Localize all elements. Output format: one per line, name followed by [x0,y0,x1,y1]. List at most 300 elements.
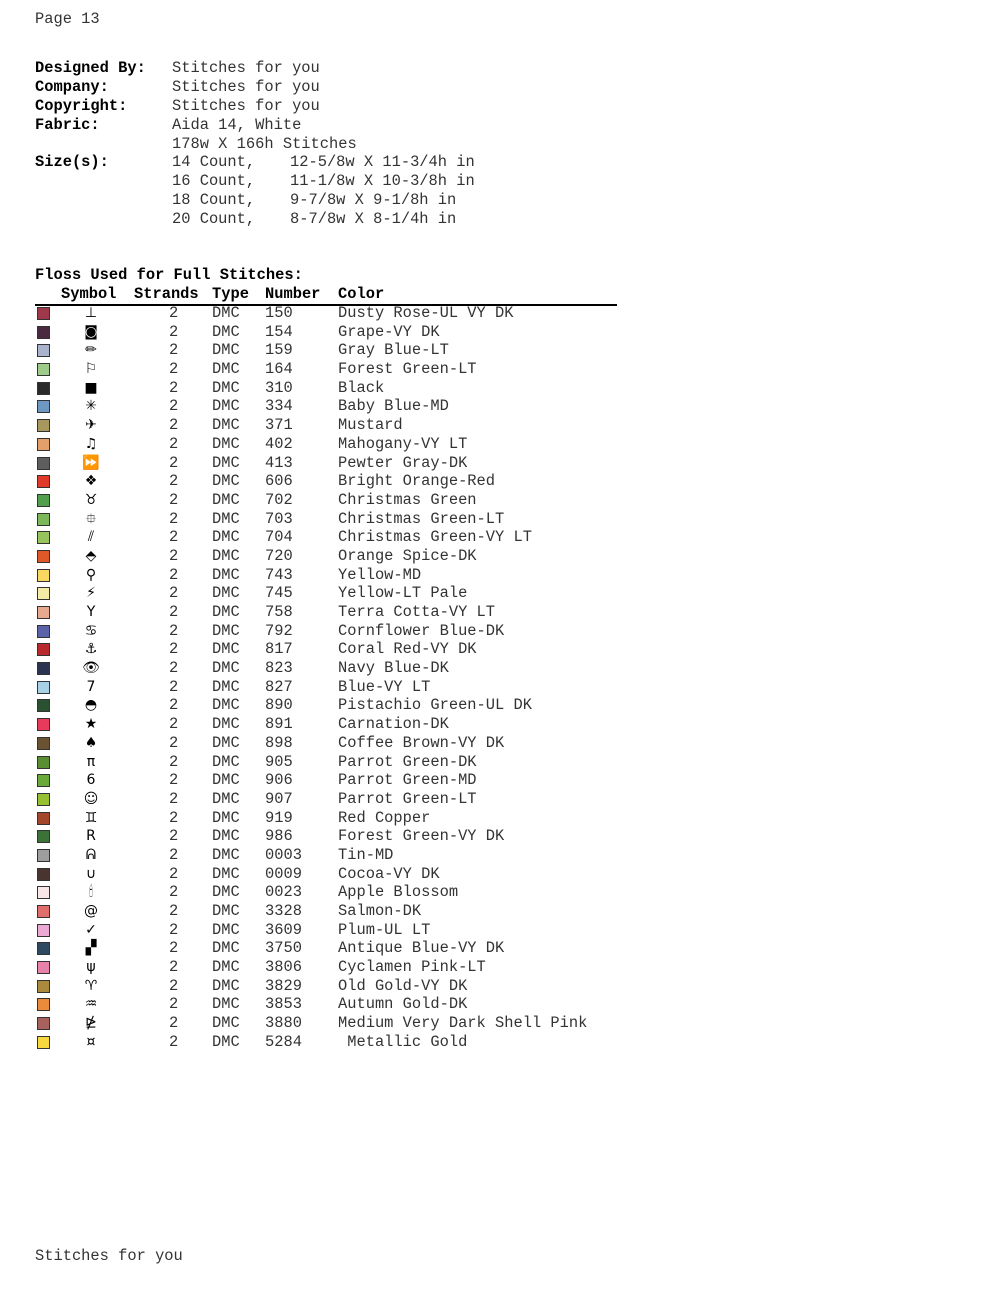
type-cell: DMC [212,789,240,808]
color-swatch [37,868,50,881]
type-cell: DMC [212,733,240,752]
strands-cell: 2 [169,696,179,715]
table-row [35,922,635,941]
number-cell: 164 [265,360,293,379]
color-swatch [37,849,50,862]
stitch-symbol-icon: 🕯 [89,884,93,901]
color-swatch [37,606,50,619]
table-row [35,455,635,474]
type-cell: DMC [212,864,240,883]
color-name-cell: Pistachio Green-UL DK [338,696,532,715]
strands-cell: 2 [169,640,179,659]
stitch-symbol-icon: 7 [86,678,96,695]
color-name-cell: Christmas Green-LT [338,509,505,528]
size-count: 20 Count, [172,210,256,228]
stitch-symbol-icon: ⏩ [82,454,100,471]
copyright-label: Copyright: [35,97,128,115]
stitch-count: 178w X 166h Stitches [172,135,357,153]
type-cell: DMC [212,827,240,846]
type-cell: DMC [212,416,240,435]
table-row [35,342,635,361]
number-cell: 3853 [265,995,302,1014]
strands-cell: 2 [169,490,179,509]
color-swatch [37,793,50,806]
color-name-cell: Black [338,378,385,397]
table-row [35,754,635,773]
number-cell: 891 [265,715,293,734]
color-name-cell: Mustard [338,416,403,435]
color-swatch [37,756,50,769]
size-row [172,153,622,172]
table-row [35,772,635,791]
header-number: Number [265,285,321,303]
color-name-cell: Cornflower Blue-DK [338,621,505,640]
color-swatch [37,569,50,582]
number-cell: 0023 [265,883,302,902]
color-swatch [37,625,50,638]
strands-cell: 2 [169,1014,179,1033]
stitch-symbol-icon: ✓ [85,921,97,938]
designed-by-label: Designed By: [35,59,146,77]
table-row [35,567,635,586]
table-row [35,361,635,380]
color-swatch [37,998,50,1011]
color-swatch [37,587,50,600]
type-cell: DMC [212,976,240,995]
stitch-symbol-icon: ⋭ [85,1015,97,1032]
number-cell: 371 [265,416,293,435]
number-cell: 3609 [265,920,302,939]
number-cell: 758 [265,603,293,621]
fabric-label: Fabric: [35,116,100,134]
number-cell: 792 [265,621,293,640]
stitch-symbol-icon: ⚡ [86,585,96,602]
strands-cell: 2 [169,397,179,416]
color-swatch [37,699,50,712]
table-row [35,884,635,903]
strands-cell: 2 [169,902,179,920]
number-cell: 3328 [265,902,302,920]
number-cell: 898 [265,733,293,752]
stitch-symbol-icon: ψ [86,959,96,976]
color-name-cell: Coffee Brown-VY DK [338,733,505,752]
size-dims: 11-1/8w X 10-3/8h in [290,172,475,190]
color-name-cell: Tin-MD [338,845,394,864]
type-cell: DMC [212,883,240,902]
strands-cell: 2 [169,771,179,790]
type-cell: DMC [212,845,240,864]
number-cell: 817 [265,640,293,659]
stitch-symbol-icon: ⫽ [87,529,95,546]
table-row [35,697,635,716]
strands-cell: 2 [169,360,179,379]
fabric-value: Aida 14, White [172,116,302,134]
type-cell: DMC [212,920,240,939]
stitch-symbol-icon: ∪ [85,865,97,882]
strands-cell: 2 [169,528,179,547]
company-value: Stitches for you [172,78,320,96]
color-name-cell: Forest Green-LT [338,360,477,379]
number-cell: 154 [265,322,293,341]
stitch-symbol-icon: ♋ [84,622,98,639]
color-swatch [37,1036,50,1049]
strands-cell: 2 [169,603,179,621]
color-name-cell: Christmas Green [338,490,477,509]
type-cell: DMC [212,509,240,528]
color-name-cell: Bright Orange-Red [338,472,496,491]
size-dims: 8-7/8w X 8-1/4h in [290,210,457,228]
color-swatch [37,812,50,825]
strands-cell: 2 [169,677,179,696]
color-name-cell: Medium Very Dark Shell Pink [338,1014,588,1033]
copyright-value: Stitches for you [172,97,320,115]
color-name-cell: Parrot Green-LT [338,789,477,808]
strands-cell: 2 [169,472,179,491]
number-cell: 159 [265,341,293,360]
strands-cell: 2 [169,341,179,360]
stitch-symbol-icon: R [86,828,96,845]
size-row [172,172,622,191]
color-swatch [37,307,50,320]
table-row [35,492,635,511]
strands-cell: 2 [169,752,179,771]
size-row [172,210,622,229]
stitches-row [35,135,635,154]
stitch-symbol-icon: ♠ [84,734,98,751]
strands-cell: 2 [169,789,179,808]
number-cell: 402 [265,434,293,453]
table-row [35,716,635,735]
number-cell: 702 [265,490,293,509]
color-name-cell: Carnation-DK [338,715,449,734]
type-cell: DMC [212,640,240,659]
strands-cell: 2 [169,864,179,883]
stitch-symbol-icon: ■ [84,379,98,396]
type-cell: DMC [212,808,240,827]
size-label: Size(s): [35,153,109,171]
stitch-symbol-icon: ⚓ [84,641,98,658]
table-row [35,305,635,324]
strands-cell: 2 [169,995,179,1014]
company-row [35,78,635,97]
strands-cell: 2 [169,845,179,864]
strands-cell: 2 [169,322,179,341]
type-cell: DMC [212,546,240,565]
number-cell: 907 [265,789,293,808]
number-cell: 745 [265,584,293,603]
header-color: Color [338,285,385,303]
stitch-symbol-icon: π [86,753,96,770]
type-cell: DMC [212,621,240,640]
color-swatch [37,382,50,395]
table-row [35,1015,635,1034]
table-row [35,436,635,455]
stitch-symbol-icon: 👁 [82,660,100,677]
stitch-symbol-icon: ❖ [84,473,98,490]
color-name-cell: Gray Blue-LT [338,341,449,360]
color-swatch [37,438,50,451]
table-row [35,548,635,567]
type-cell: DMC [212,939,240,958]
color-name-cell: Navy Blue-DK [338,659,449,678]
stitch-symbol-icon: ♊ [84,809,98,826]
color-swatch [37,326,50,339]
type-cell: DMC [212,490,240,509]
table-row [35,623,635,642]
type-cell: DMC [212,715,240,734]
strands-cell: 2 [169,621,179,640]
number-cell: 310 [265,378,293,397]
type-cell: DMC [212,304,240,322]
type-cell: DMC [212,902,240,920]
table-row [35,380,635,399]
type-cell: DMC [212,771,240,790]
color-swatch [37,550,50,563]
color-swatch [37,980,50,993]
color-swatch [37,531,50,544]
type-cell: DMC [212,603,240,621]
size-count: 16 Count, [172,172,256,190]
number-cell: 334 [265,397,293,416]
type-cell: DMC [212,341,240,360]
stitch-symbol-icon: ⯐ [85,510,97,527]
color-swatch [37,961,50,974]
table-row [35,847,635,866]
stitch-symbol-icon: ⚐ [84,361,98,378]
color-name-cell: Parrot Green-DK [338,752,477,771]
stitch-symbol-icon: ★ [84,716,98,733]
number-cell: 720 [265,546,293,565]
stitch-symbol-icon: ¤ [86,1033,96,1050]
stitch-symbol-icon: ♈ [84,977,98,994]
table-row [35,679,635,698]
table-row [35,585,635,604]
type-cell: DMC [212,995,240,1014]
floss-heading: Floss Used for Full Stitches: [35,266,303,284]
table-row [35,473,635,492]
stitch-symbol-icon: ☺ [83,790,99,807]
strands-cell: 2 [169,434,179,453]
color-name-cell: Terra Cotta-VY LT [338,603,496,621]
color-swatch [37,942,50,955]
stitch-symbol-icon: ♫ [84,435,98,452]
strands-cell: 2 [169,584,179,603]
number-cell: 0003 [265,845,302,864]
strands-cell: 2 [169,827,179,846]
table-row [35,641,635,660]
table-row [35,1034,635,1053]
color-swatch [37,419,50,432]
table-row [35,660,635,679]
fabric-row [35,116,635,135]
color-swatch [37,662,50,675]
table-row [35,529,635,548]
color-name-cell: Autumn Gold-DK [338,995,468,1014]
strands-cell: 2 [169,920,179,939]
color-swatch [37,400,50,413]
number-cell: 906 [265,771,293,790]
strands-cell: 2 [169,976,179,995]
strands-cell: 2 [169,958,179,977]
number-cell: 3806 [265,958,302,977]
color-name-cell: Christmas Green-VY LT [338,528,532,547]
footer: Stitches for you [35,1247,183,1265]
color-swatch [37,924,50,937]
type-cell: DMC [212,584,240,603]
strands-cell: 2 [169,378,179,397]
stitch-symbol-icon: 6 [86,772,96,789]
table-row [35,996,635,1015]
number-cell: 703 [265,509,293,528]
number-cell: 606 [265,472,293,491]
color-swatch [37,494,50,507]
size-dims: 9-7/8w X 9-1/8h in [290,191,457,209]
color-name-cell: Coral Red-VY DK [338,640,477,659]
stitch-symbol-icon: ♒ [84,996,98,1013]
number-cell: 890 [265,696,293,715]
color-name-cell: Yellow-LT Pale [338,584,468,603]
stitch-symbol-icon: ◓ [84,697,98,714]
number-cell: 905 [265,752,293,771]
stitch-symbol-icon: ᕱ [85,846,97,863]
color-name-cell: Old Gold-VY DK [338,976,468,995]
color-name-cell: Apple Blossom [338,883,459,902]
color-name-cell: Pewter Gray-DK [338,453,468,472]
stitch-symbol-icon: ⚲ [85,566,97,583]
table-row [35,978,635,997]
table-row [35,735,635,754]
size-count: 14 Count, [172,153,256,171]
size-dims: 12-5/8w X 11-3/4h in [290,153,475,171]
number-cell: 3829 [265,976,302,995]
color-name-cell: Parrot Green-MD [338,771,477,790]
color-swatch [37,905,50,918]
stitch-symbol-icon: @ [84,903,98,919]
floss-table [35,305,635,1053]
color-name-cell: Dusty Rose-UL VY DK [338,304,514,322]
type-cell: DMC [212,397,240,416]
number-cell: 986 [265,827,293,846]
type-cell: DMC [212,1014,240,1033]
strands-cell: 2 [169,659,179,678]
type-cell: DMC [212,528,240,547]
type-cell: DMC [212,565,240,584]
table-row [35,940,635,959]
number-cell: 3750 [265,939,302,958]
stitch-symbol-icon: ⊥ [84,305,98,321]
type-cell: DMC [212,752,240,771]
color-name-cell: Baby Blue-MD [338,397,449,416]
number-cell: 150 [265,304,293,322]
color-name-cell: Cocoa-VY DK [338,864,440,883]
color-name-cell: Mahogany-VY LT [338,434,468,453]
type-cell: DMC [212,378,240,397]
color-name-cell: Metallic Gold [338,1032,468,1051]
strands-cell: 2 [169,808,179,827]
color-swatch [37,886,50,899]
table-row [35,828,635,847]
strands-cell: 2 [169,416,179,435]
designed-by-row [35,59,635,78]
number-cell: 5284 [265,1032,302,1051]
number-cell: 0009 [265,864,302,883]
number-cell: 704 [265,528,293,547]
stitch-symbol-icon: ✈ [85,417,97,434]
table-row [35,866,635,885]
table-row [35,511,635,530]
number-cell: 743 [265,565,293,584]
header-strands: Strands [134,285,199,303]
color-swatch [37,363,50,376]
color-swatch [37,718,50,731]
strands-cell: 2 [169,1032,179,1051]
table-row [35,324,635,343]
strands-cell: 2 [169,939,179,958]
designed-by-value: Stitches for you [172,59,320,77]
color-name-cell: Plum-UL LT [338,920,431,939]
strands-cell: 2 [169,304,179,322]
type-cell: DMC [212,696,240,715]
table-row [35,791,635,810]
stitch-symbol-icon: ✏ [85,342,97,359]
type-cell: DMC [212,434,240,453]
number-cell: 413 [265,453,293,472]
color-name-cell: Cyclamen Pink-LT [338,958,486,977]
header-type: Type [212,285,249,303]
color-swatch [37,475,50,488]
company-label: Company: [35,78,109,96]
type-cell: DMC [212,322,240,341]
color-swatch [37,737,50,750]
color-name-cell: Yellow-MD [338,565,422,584]
color-name-cell: Blue-VY LT [338,677,431,696]
color-swatch [37,830,50,843]
number-cell: 919 [265,808,293,827]
type-cell: DMC [212,472,240,491]
color-name-cell: Forest Green-VY DK [338,827,505,846]
stitch-symbol-icon: Y [86,604,96,620]
size-count: 18 Count, [172,191,256,209]
number-cell: 823 [265,659,293,678]
color-name-cell: Orange Spice-DK [338,546,477,565]
table-row [35,398,635,417]
color-swatch [37,1017,50,1030]
type-cell: DMC [212,659,240,678]
table-row [35,417,635,436]
stitch-symbol-icon: ✳ [85,398,97,415]
stitch-symbol-icon: ◙ [84,323,98,340]
stitch-symbol-icon: ♉ [84,491,98,508]
number-cell: 827 [265,677,293,696]
type-cell: DMC [212,453,240,472]
strands-cell: 2 [169,565,179,584]
color-swatch [37,774,50,787]
color-swatch [37,344,50,357]
type-cell: DMC [212,360,240,379]
strands-cell: 2 [169,546,179,565]
strands-cell: 2 [169,509,179,528]
type-cell: DMC [212,958,240,977]
stitch-symbol-icon: ▞ [85,940,97,957]
color-name-cell: Grape-VY DK [338,322,440,341]
color-swatch [37,681,50,694]
stitch-symbol-icon: ⬘ [85,547,97,564]
color-name-cell: Salmon-DK [338,902,422,920]
color-swatch [37,643,50,656]
number-cell: 3880 [265,1014,302,1033]
strands-cell: 2 [169,733,179,752]
strands-cell: 2 [169,453,179,472]
